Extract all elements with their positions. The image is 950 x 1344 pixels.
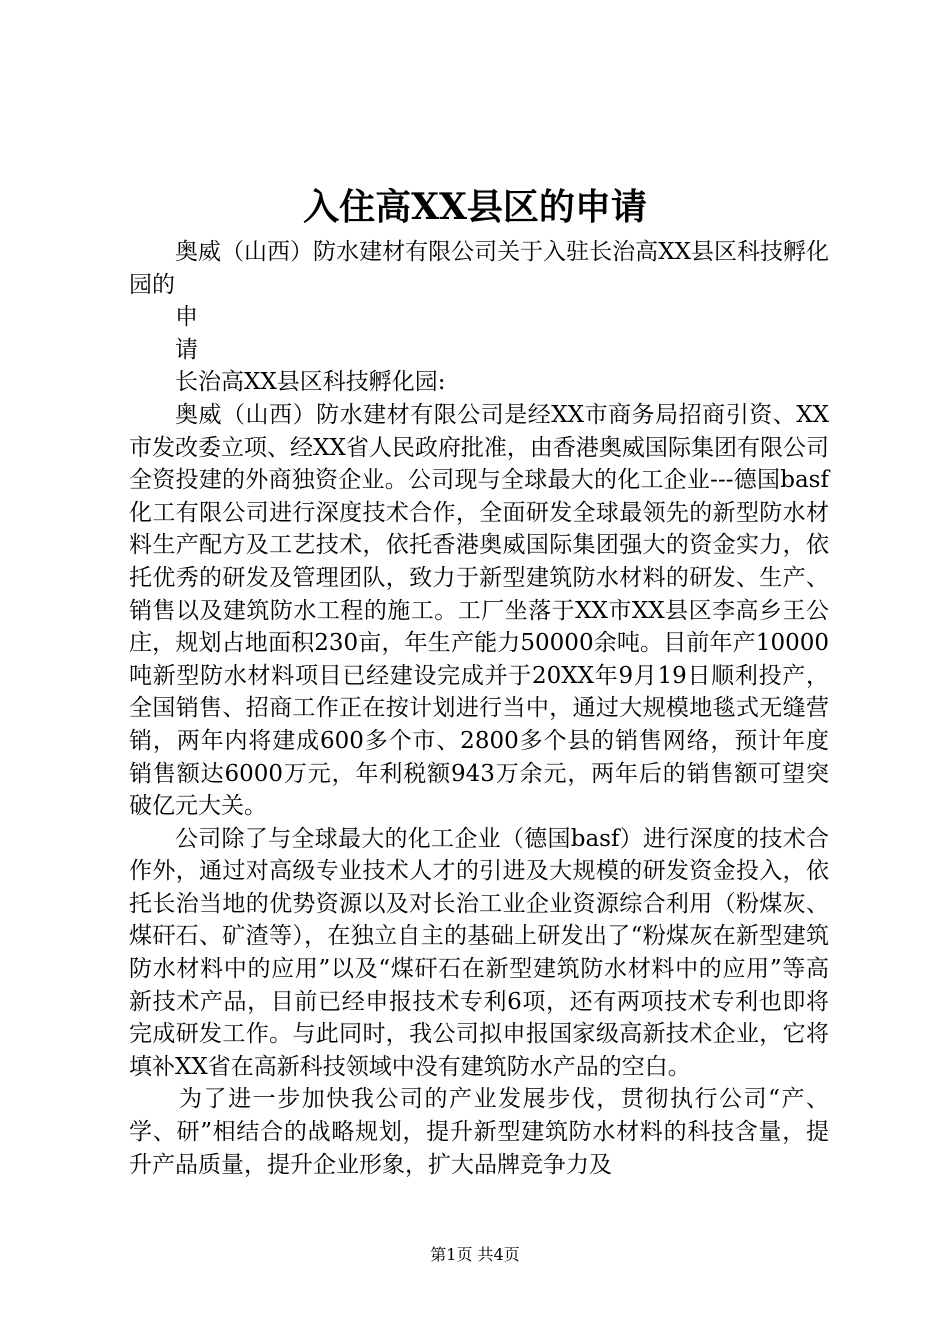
document-body [129, 236, 829, 1181]
paragraph-qing: 请 [175, 336, 198, 363]
paragraph-subject: 奥威（山西）防水建材有限公司关于入驻长治高XX县区科技孵化园的 [129, 239, 829, 298]
paragraph-shen: 申 [175, 304, 198, 331]
paragraph-company-intro: 奥威（山西）防水建材有限公司是经XX市商务局招商引资、XX市发改委立项、经XX省人民政府批准，由香港奥威国际集团有限公司全资投建的外商独资企业。公司现与全球最大的化工企业---德国basf化工有限公司进行深度技术合作，全面研发全球最领先的新型防水材料生产配方及工艺技术，依托香港奥威国际集团强大的资金实力，依托优秀的研发及管理团队，致力于新型建筑防水材料的研发、生产、销售以及建筑防水工程的施工。工厂坐落于XX市XX县区李高乡王公庄，规划占地面积230亩，年生产能力50000余吨。目前年产10000吨新型防水材料项目已经建设完成并于20XX年9月19日顺利投产，全国销售、招商工作正在按计划进行当中，通过大规模地毯式无缝营销，两年内将建成600多个市、2800多个县的销售网络，预计年度销售额达6000万元，年利税额943万余元，两年后的销售额可望突破亿元大关。 [129, 401, 829, 820]
page-footer: 第1页 共4页 [430, 1245, 520, 1264]
paragraph-salutation: 长治高XX县区科技孵化园: [175, 369, 446, 396]
paragraph-technology: 公司除了与全球最大的化工企业（德国basf）进行深度的技术合作外，通过对高级专业技术人才的引进及大规模的研发资金投入，依托长治当地的优势资源以及对长治工业企业资源综合利用（粉煤灰、煤矸石、矿渣等），在独立自主的基础上研发出了“粉煤灰在新型建筑防水材料中的应用”以及“煤矸石在新型建筑防水材料中的应用”等高新技术产品，目前已经申报技术专利6项，还有两项技术专利也即将完成研发工作。与此同时，我公司拟申报国家级高新技术企业，它将填补XX省在高新科技领域中没有建筑防水产品的空白。 [129, 825, 829, 1080]
document-title: 入住高XX县区的申请 [303, 186, 647, 228]
paragraph-development: 为了进一步加快我公司的产业发展步伐，贯彻执行公司“产、学、研”相结合的战略规划，提升新型建筑防水材料的科技含量，提升产品质量，提升企业形象，扩大品牌竞争力及 [129, 1086, 829, 1178]
